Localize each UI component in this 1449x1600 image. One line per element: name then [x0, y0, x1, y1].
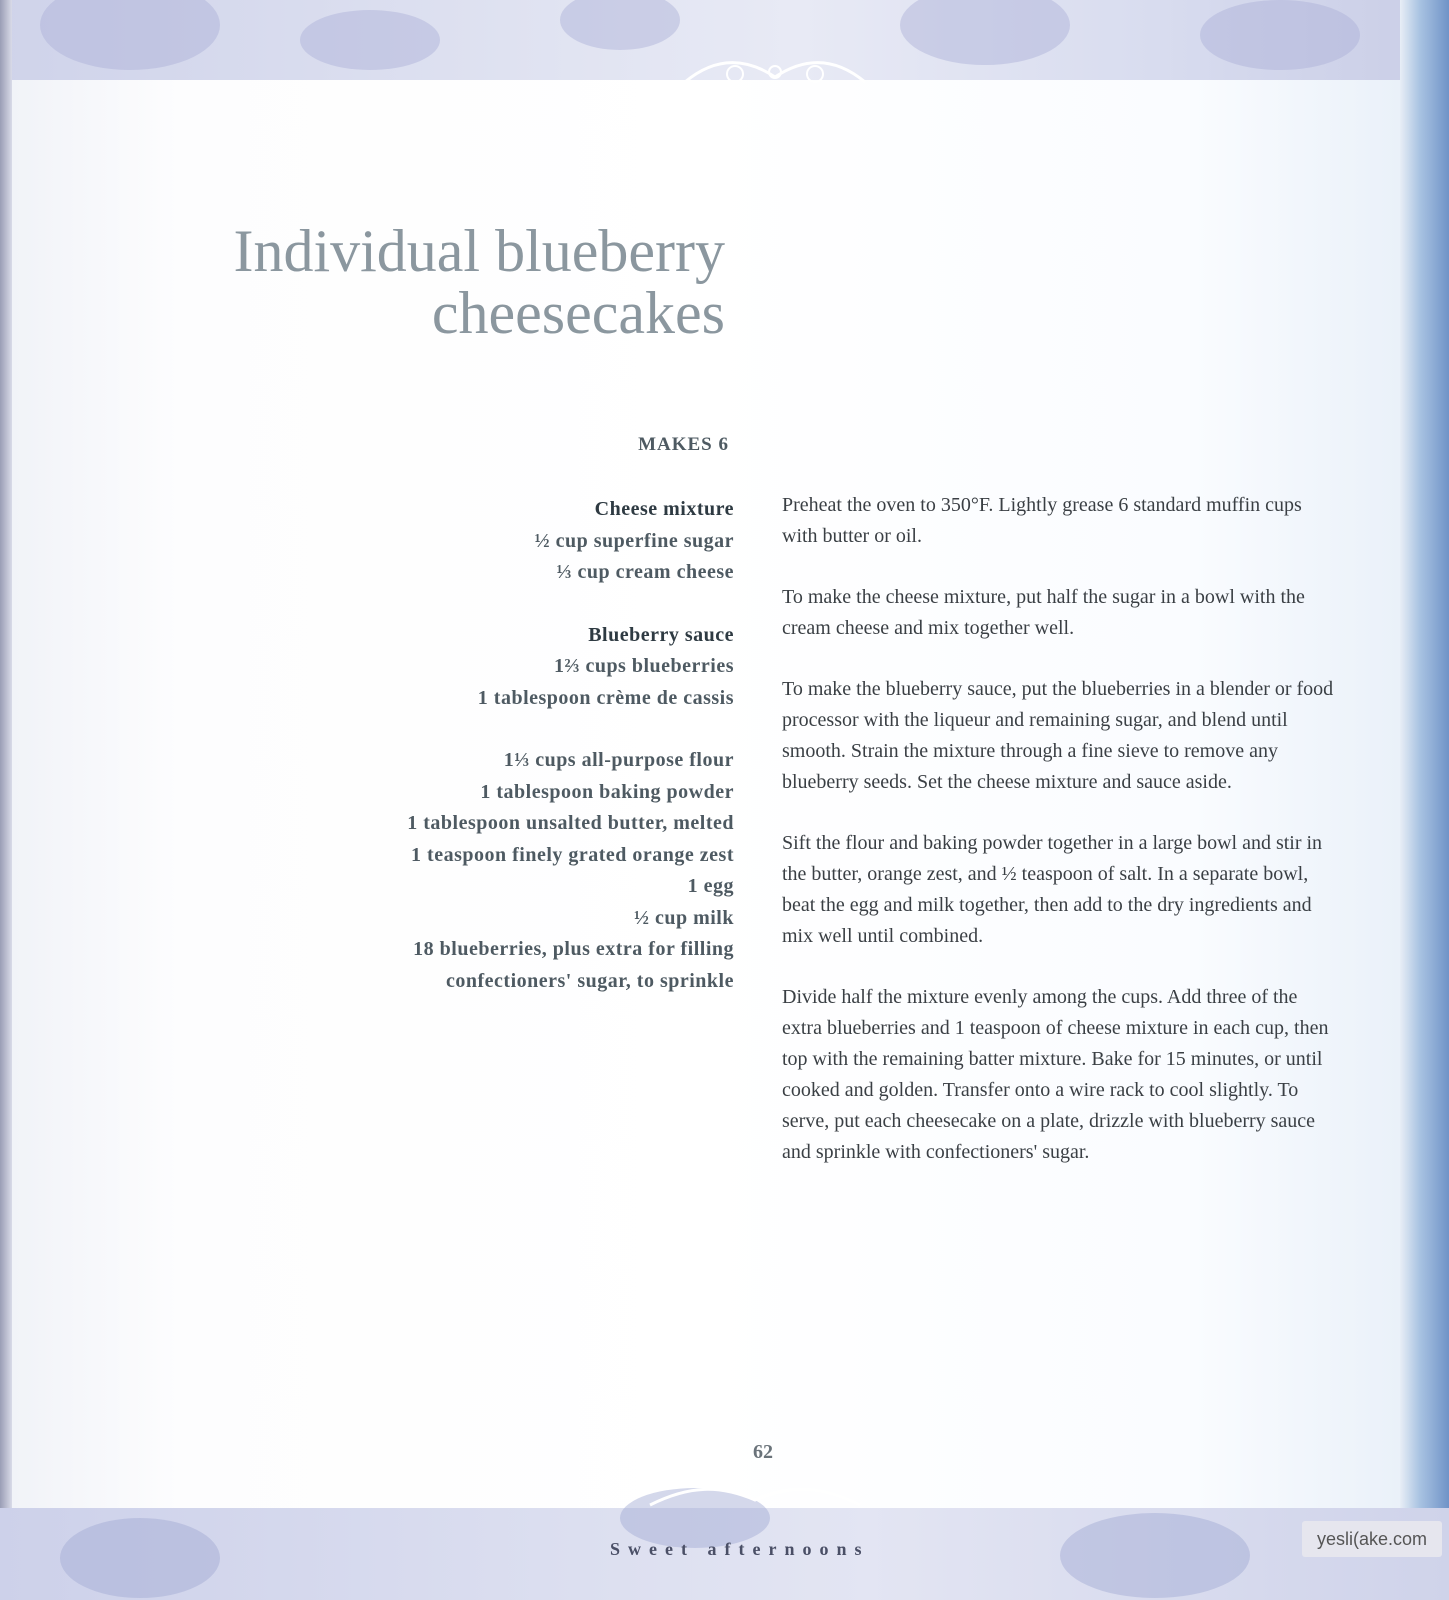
leaf-motif: [1060, 1513, 1250, 1598]
ingredient-item: 1 teaspoon finely grated orange zest: [411, 843, 734, 866]
page-edge-shadow: [1400, 0, 1449, 1600]
page-number: 62: [753, 1441, 773, 1463]
method-step: Sift the flour and baking powder together in a large bowl and stir in the butter, orange zest, and ½ teaspoon of salt. In a separate bowl, beat the egg and milk together, then add to the dry ingredients and mix well until combined.: [782, 832, 1323, 947]
ingredient-item: confectioners' sugar, to sprinkle: [446, 969, 734, 992]
leaf-motif: [300, 10, 440, 70]
ingredient-item: 1⅔ cups blueberries: [553, 655, 734, 677]
ingredient-item: 18 blueberries, plus extra for filling: [413, 938, 734, 960]
ingredient-item: ⅓ cup cream cheese: [556, 561, 734, 583]
leaf-motif: [40, 0, 220, 70]
leaf-motif: [60, 1518, 220, 1598]
recipe-title-line2: cheesecakes: [431, 280, 725, 346]
method-text: [782, 490, 1342, 1198]
method-step: To make the cheese mixture, put half the sugar in a bowl with the cream cheese and mix together well.: [782, 586, 1305, 639]
section-title: Sweet afternoons: [610, 1539, 870, 1559]
ingredient-item: 1 tablespoon crème de cassis: [477, 686, 734, 709]
method-step: Preheat the oven to 350°F. Lightly grease 6 standard muffin cups with butter or oil.: [782, 494, 1302, 547]
ingredient-item: ½ cup milk: [633, 906, 734, 929]
ingredient-item: 1 egg: [687, 875, 734, 897]
method-step: To make the blueberry sauce, put the blueberries in a blender or food processor with the liqueur and remaining sugar, and blend until smooth. Strain the mixture through a fine sieve to remove any blueberry seeds. Set the cheese mixture and sauce aside.: [782, 678, 1334, 793]
leaf-motif: [900, 0, 1070, 65]
ornament-flourish-icon: [675, 52, 875, 102]
recipe-title-line1: Individual blueberry: [233, 218, 725, 284]
yield-label: MAKES 6: [638, 434, 729, 455]
ingredient-item: 1 tablespoon baking powder: [480, 780, 734, 803]
method-step: Divide half the mixture evenly among the cups. Add three of the extra blueberries and 1 teaspoon of cheese mixture in each cup, then top with the remaining batter mixture. Bake for 15 minutes, or until cooked and golden. Transfer onto a wire rack to cool slightly. To serve, put each cheesecake on a plate, drizzle with blueberry sauce and sprinkle with confectioners' sugar.: [782, 986, 1329, 1163]
ingredients-list: [407, 494, 734, 1028]
recipe-title: [233, 220, 725, 344]
ingredient-group-heading: Cheese mixture: [594, 498, 734, 520]
leaf-motif: [1200, 0, 1360, 70]
leaf-motif: [560, 0, 680, 50]
ingredient-group-sauce: [407, 620, 734, 715]
ingredient-group-heading: Blueberry sauce: [588, 623, 734, 646]
ornament-flourish-bottom-icon: [640, 1480, 870, 1520]
ingredient-item: ½ cup superfine sugar: [534, 529, 734, 552]
ingredient-item: 1⅓ cups all-purpose flour: [503, 749, 734, 771]
ingredient-group-cheese: [407, 494, 734, 589]
ingredient-group-batter: [407, 745, 734, 997]
ingredient-item: 1 tablespoon unsalted butter, melted: [407, 812, 734, 834]
book-spine-shadow: [0, 0, 12, 1600]
watermark-logo: yesli(ake.com: [1302, 1521, 1442, 1557]
